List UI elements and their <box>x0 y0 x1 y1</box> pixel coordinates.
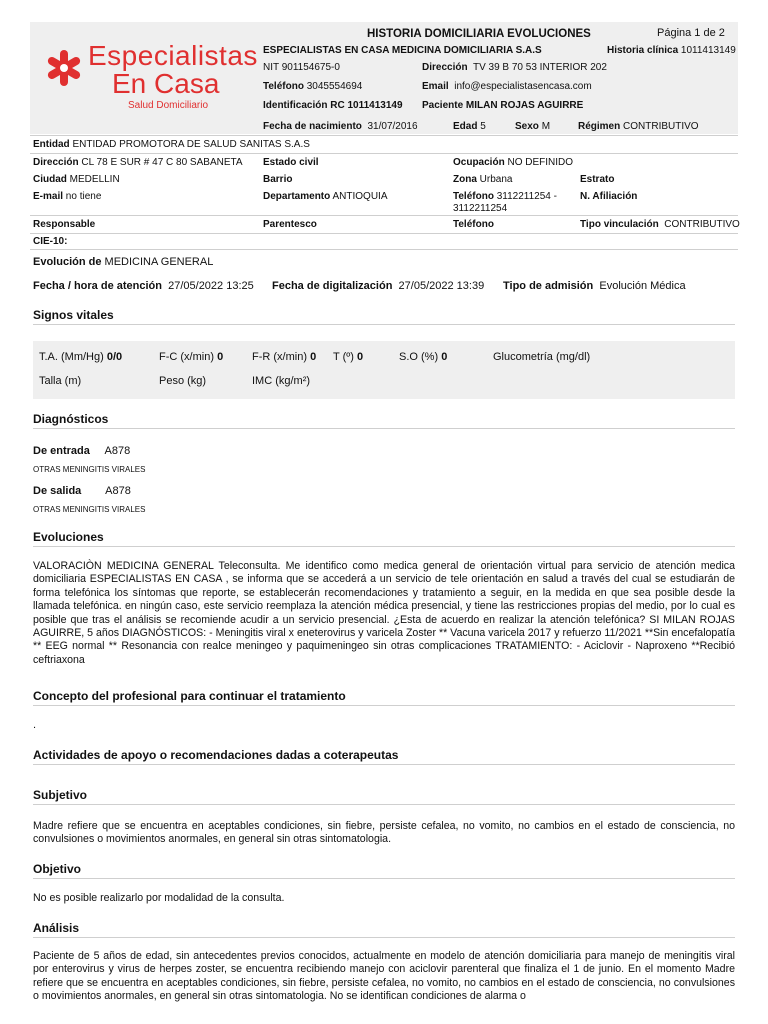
telefono-value: 3045554694 <box>306 81 363 92</box>
company-phone <box>263 81 362 92</box>
cie-label: CIE-10: <box>33 236 68 247</box>
medical-star-icon <box>44 48 84 88</box>
concepto-text: . <box>33 719 37 731</box>
afiliacion-label: N. Afiliación <box>580 191 638 202</box>
logo-subtitle: Salud Domiciliario <box>128 100 209 111</box>
zona-value: Urbana <box>479 174 513 185</box>
section-rule <box>33 324 735 325</box>
vital-fr <box>252 351 316 363</box>
fecha-digitalizacion <box>272 280 484 292</box>
so-value: 0 <box>441 351 448 363</box>
fr-label: F-R (x/min) <box>252 351 307 363</box>
salida-code: A878 <box>105 485 131 497</box>
company-name: ESPECIALISTAS EN CASA MEDICINA DOMICILIARIA S.A.S <box>263 45 542 56</box>
patient-id: Identificación RC 1011413149 <box>263 100 403 111</box>
patient-email-value: no tiene <box>65 191 102 202</box>
grid-line <box>30 153 738 154</box>
salida-desc: OTRAS MENINGITIS VIRALES <box>33 505 146 514</box>
logo-line-1: Especialistas <box>88 40 258 71</box>
subjetivo-text: Madre refiere que se encuentra en aceptables condiciones, sin fiebre, persiste cefalea, no vomito, no cambios en el estado de consciencia, no convulsiones o movimientos anormales, en general sin otras sintomatologia. <box>33 820 735 846</box>
admision-value: Evolución Médica <box>599 280 686 292</box>
section-rule <box>33 705 735 706</box>
responsable-phone-label: Teléfono <box>453 219 494 230</box>
ta-value: 0/0 <box>106 351 123 363</box>
evolucion-de <box>33 256 213 268</box>
tipo-vinc-label: Tipo vinculación <box>580 219 659 230</box>
age <box>453 121 486 132</box>
patient-phone-value-1: 3112211254 - <box>496 191 557 202</box>
barrio-label: Barrio <box>263 174 293 185</box>
responsable-label: Responsable <box>33 219 96 230</box>
subjetivo-title: Subjetivo <box>33 788 88 802</box>
patient-address-value: CL 78 E SUR # 47 C 80 SABANETA <box>81 157 243 168</box>
diag-entrada <box>33 445 130 457</box>
birth-date-value: 31/07/2016 <box>367 121 418 132</box>
diagnosticos-title: Diagnósticos <box>33 412 109 426</box>
ocupacion <box>453 157 573 168</box>
section-rule <box>33 804 735 805</box>
estrato-label: Estrato <box>580 174 615 185</box>
fc-value: 0 <box>217 351 224 363</box>
zona-label: Zona <box>453 174 477 185</box>
patient-email-label: E-mail <box>33 191 64 202</box>
birth-date <box>263 121 418 132</box>
ciudad-value: MEDELLIN <box>69 174 120 185</box>
sex <box>515 121 550 132</box>
objetivo-text: No es posible realizarlo por modalidad de la consulta. <box>33 892 285 904</box>
direccion-label: Dirección <box>422 62 468 73</box>
entrada-desc: OTRAS MENINGITIS VIRALES <box>33 465 146 474</box>
salida-label: De salida <box>33 485 82 497</box>
document-title: HISTORIA DOMICILIARIA EVOLUCIONES <box>367 28 591 40</box>
sex-value: M <box>541 121 551 132</box>
historia-value: 1011413149 <box>680 45 736 56</box>
birth-date-label: Fecha de nacimiento <box>263 121 362 132</box>
evolucion-label: Evolución de <box>33 256 102 268</box>
age-label: Edad <box>453 121 478 132</box>
vital-fc <box>159 351 223 363</box>
company-address <box>422 62 607 73</box>
ciudad-label: Ciudad <box>33 174 67 185</box>
grid-line <box>30 215 738 216</box>
vitals-title: Signos vitales <box>33 308 114 322</box>
t-value: 0 <box>356 351 364 363</box>
patient-phone-value-2: 3112211254 <box>453 203 508 214</box>
analisis-title: Análisis <box>33 921 80 935</box>
departamento <box>263 191 388 202</box>
talla-label: Talla (m) <box>39 375 82 387</box>
patient-email <box>33 191 101 202</box>
sex-label: Sexo <box>515 121 539 132</box>
estado-civil-label: Estado civil <box>263 157 319 168</box>
vital-ta <box>39 351 122 363</box>
logo-line-2: En Casa <box>112 68 220 99</box>
tipo-vinculacion <box>580 219 740 230</box>
ta-label: T.A. (Mm/Hg) <box>39 351 104 363</box>
section-rule <box>33 428 735 429</box>
parentesco-label: Parentesco <box>263 219 317 230</box>
fecha-atencion <box>33 280 254 292</box>
section-rule <box>33 878 735 879</box>
entrada-code: A878 <box>104 445 131 457</box>
age-value: 5 <box>480 121 486 132</box>
telefono-label: Teléfono <box>263 81 304 92</box>
tipo-vinc-value: CONTRIBUTIVO <box>664 219 740 230</box>
page-indicator: Página 1 de 2 <box>657 27 725 39</box>
regimen-label: Régimen <box>578 121 621 132</box>
imc-label: IMC (kg/m²) <box>252 375 311 387</box>
direccion-value: TV 39 B 70 53 INTERIOR 202 <box>472 62 607 73</box>
patient-address <box>33 157 243 168</box>
analisis-text: Paciente de 5 años de edad, sin antecedentes previos conocidos, actualmente en modelo de atención domiciliaria para manejo de meningitis viral por enterovirus y virus de herpes zoster, se encuentra recibiendo manejo con aciclovir parenteral que finaliza el 1 de junio. En el momento Madre refiere que se encuentra en aceptables condiciones, sin fiebre, persiste cefalea, no vomito, no cambios en el estado de consciencia, no convulsiones o movimientos anormales, en general sin otras sintomatologia. No se identifican condiciones de alarma o <box>33 950 735 1003</box>
grid-line <box>30 249 738 250</box>
entidad-label: Entidad <box>33 139 70 150</box>
diag-salida <box>33 485 131 497</box>
regimen <box>578 121 699 132</box>
t-label: T (º) <box>333 351 354 363</box>
tipo-admision <box>503 280 686 292</box>
evolucion-value: MEDICINA GENERAL <box>104 256 214 268</box>
digit-value: 27/05/2022 13:39 <box>398 280 485 292</box>
zona <box>453 174 512 185</box>
patient-phone-label: Teléfono <box>453 191 494 202</box>
company-logo <box>36 30 256 120</box>
so-label: S.O (%) <box>399 351 439 363</box>
historia-label: Historia clínica <box>607 45 679 56</box>
digit-label: Fecha de digitalización <box>272 280 393 292</box>
actividades-title: Actividades de apoyo o recomendaciones dadas a coterapeutas <box>33 748 399 762</box>
fecha-label: Fecha / hora de atención <box>33 280 162 292</box>
entrada-label: De entrada <box>33 445 90 457</box>
section-rule <box>33 546 735 547</box>
ciudad <box>33 174 120 185</box>
departamento-value: ANTIOQUIA <box>332 191 388 202</box>
evoluciones-title: Evoluciones <box>33 530 104 544</box>
patient-name: Paciente MILAN ROJAS AGUIRRE <box>422 100 584 111</box>
fc-label: F-C (x/min) <box>159 351 214 363</box>
grid-line <box>30 233 738 234</box>
patient-address-label: Dirección <box>33 157 79 168</box>
fecha-value: 27/05/2022 13:25 <box>168 280 254 292</box>
evoluciones-text: VALORACIÒN MEDICINA GENERAL Teleconsulta. Me identifico como medica general de orientación virtual para servicio de atención medica domiciliaria ESPECIALISTAS EN CASA , se informa que se accederá a un servicio de tele orientación en salud a través del cual se estudiarán de forma telefónica los síntomas que reporte, se establecerán recomendaciones y tratamiento a seguir, en la medida en que sea posible desde la llamada telefónica. en ningún caso, este servicio reemplaza la atención médica presencial, y tiene las restricciones propias del medio, por lo cual es posible que tras el análisis se recomiende acudir a un servicio presencial. ¿Esta de acuerdo en realizar la atención telefónica? SI MILAN ROJAS AGUIRRE, 5 años DIAGNÓSTICOS: - Meningitis viral x eneterovirus y varicela Zoster ** Vacuna varicela 2017 y refuerzo 11/2021 **Sin encefalopatía ** EEG normal ** Resonancia con realce meningeo y paquimeningeo sin otras complicaciones TRATAMIENTO: - Aciclovir - Naproxeno **Recibió ceftriaxona <box>33 560 735 666</box>
email-label: Email <box>422 81 449 92</box>
section-rule <box>33 764 735 765</box>
historia-clinica <box>607 45 736 56</box>
admision-label: Tipo de admisión <box>503 280 594 292</box>
ocupacion-value: NO DEFINIDO <box>507 157 574 168</box>
departamento-label: Departamento <box>263 191 331 202</box>
regimen-value: CONTRIBUTIVO <box>623 121 699 132</box>
vitals-panel <box>33 341 735 399</box>
fr-value: 0 <box>310 351 317 363</box>
entidad <box>33 139 310 150</box>
objetivo-title: Objetivo <box>33 862 82 876</box>
ocupacion-label: Ocupación <box>453 157 505 168</box>
concepto-title: Concepto del profesional para continuar el tratamiento <box>33 689 346 703</box>
company-email <box>422 81 592 92</box>
gluco-label: Glucometría (mg/dl) <box>493 351 591 363</box>
company-nit: NIT 901154675-0 <box>263 62 340 73</box>
peso-label: Peso (kg) <box>159 375 207 387</box>
patient-phone <box>453 191 557 202</box>
section-rule <box>33 937 735 938</box>
entidad-value: ENTIDAD PROMOTORA DE SALUD SANITAS S.A.S <box>72 139 310 150</box>
vital-t <box>333 351 363 363</box>
email-value: info@especialistasencasa.com <box>454 81 592 92</box>
vital-so <box>399 351 447 363</box>
